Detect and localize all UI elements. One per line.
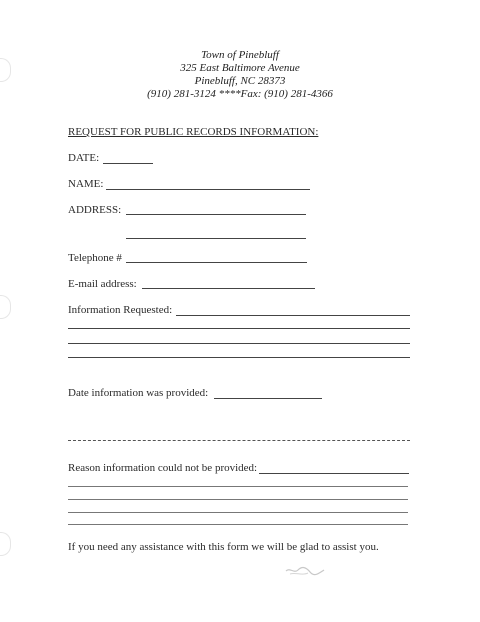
telephone-label: Telephone # [68, 252, 122, 264]
reason-line[interactable] [68, 524, 408, 525]
info-requested-line[interactable] [68, 357, 410, 358]
reason-label: Reason information could not be provided: [68, 462, 258, 474]
punch-hole-mark [0, 295, 11, 319]
info-requested-line[interactable] [68, 343, 410, 344]
telephone-field[interactable] [126, 262, 307, 263]
reason-line[interactable] [68, 486, 408, 487]
address-field-line-2[interactable] [126, 238, 306, 239]
city-state-zip: Pinebluff, NC 28373 [194, 75, 286, 87]
date-provided-label: Date information was provided: [68, 387, 209, 399]
name-label: NAME: [68, 178, 104, 190]
info-requested-label: Information Requested: [68, 304, 173, 316]
town-name: Town of Pinebluff [201, 49, 279, 61]
dashed-separator [68, 440, 410, 441]
street-address: 325 East Baltimore Avenue [180, 62, 300, 74]
address-field-line-1[interactable] [126, 214, 306, 215]
assistance-note: If you need any assistance with this form we will be glad to assist you. [68, 541, 379, 553]
phone-fax: (910) 281-3124 ****Fax: (910) 281-4366 [147, 88, 333, 100]
info-requested-field[interactable] [176, 315, 410, 316]
date-field[interactable] [103, 163, 153, 164]
faint-stamp-mark [284, 564, 328, 578]
reason-field[interactable] [259, 473, 409, 474]
reason-line[interactable] [68, 512, 408, 513]
date-provided-field[interactable] [214, 398, 322, 399]
date-label: DATE: [68, 152, 100, 164]
info-requested-line[interactable] [68, 328, 410, 329]
punch-hole-mark [0, 532, 11, 556]
email-label: E-mail address: [68, 278, 137, 290]
email-field[interactable] [142, 288, 315, 289]
form-title: REQUEST FOR PUBLIC RECORDS INFORMATION: [68, 126, 319, 138]
reason-line[interactable] [68, 499, 408, 500]
name-field[interactable] [106, 189, 310, 190]
address-label: ADDRESS: [68, 204, 122, 216]
